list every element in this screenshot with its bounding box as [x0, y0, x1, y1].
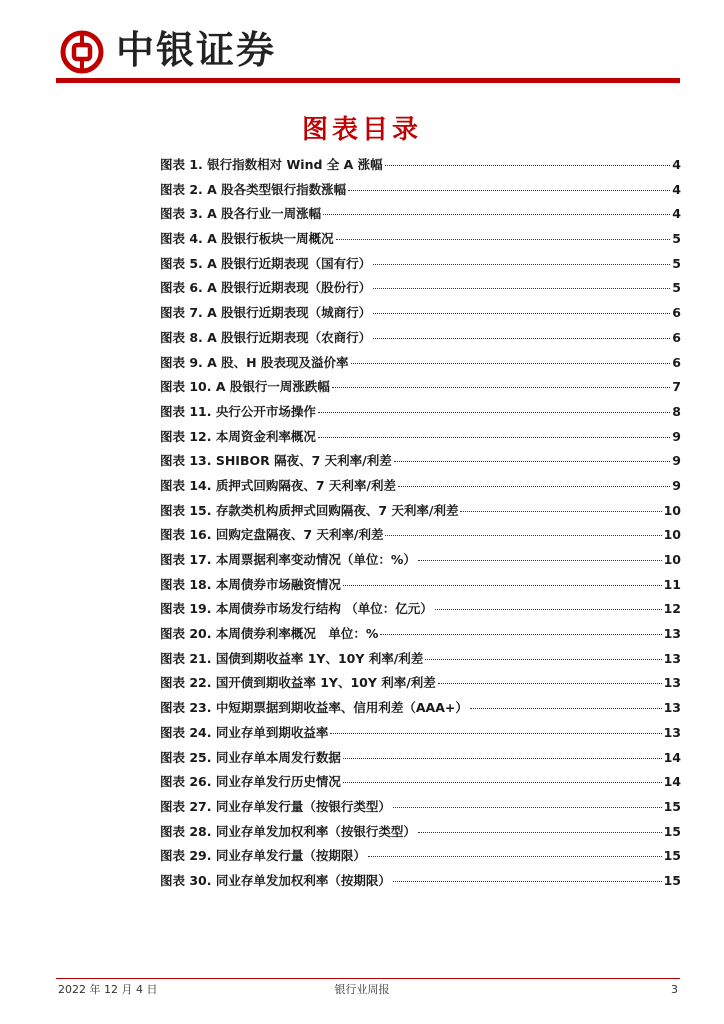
toc-entry-page[interactable]: 14: [663, 749, 681, 765]
toc-entry[interactable]: [160, 278, 681, 303]
toc-entry[interactable]: [160, 723, 681, 748]
toc-entry[interactable]: [160, 155, 681, 180]
toc-dot-leader: [332, 386, 670, 388]
toc-entry-label[interactable]: 图表 17. 本周票据利率变动情况（单位：%）: [160, 552, 416, 567]
toc-entry-label[interactable]: 图表 28. 同业存单发加权利率（按银行类型）: [160, 823, 416, 839]
toc-entry-page[interactable]: 13: [663, 700, 681, 716]
toc-dot-leader: [368, 855, 662, 857]
toc-dot-leader: [393, 880, 662, 882]
toc-entry-page[interactable]: 12: [663, 601, 681, 617]
toc-entry-page[interactable]: 7: [672, 379, 681, 395]
toc-entry[interactable]: [160, 303, 681, 328]
toc-dot-leader: [336, 238, 671, 240]
toc-entry-label[interactable]: 图表 19. 本周债券市场发行结构 （单位：亿元）: [160, 601, 433, 617]
toc-dot-leader: [343, 757, 662, 759]
toc-entry[interactable]: [160, 698, 681, 723]
toc-entry-page[interactable]: 9: [672, 453, 681, 469]
toc-entry[interactable]: [160, 525, 681, 550]
toc-entry[interactable]: [160, 328, 681, 353]
toc-entry-label[interactable]: 图表 27. 同业存单发行量（按银行类型）: [160, 798, 391, 814]
toc-entry-label[interactable]: 图表 20. 本周债券利率概况 单位：%: [160, 626, 379, 642]
toc-dot-leader: [351, 362, 671, 364]
toc-entry-label[interactable]: 图表 6. A 股银行近期表现（股份行）: [160, 280, 372, 296]
bank-of-china-logo-icon: [60, 30, 104, 74]
toc-entry-label[interactable]: 图表 22. 国开债到期收益率 1Y、10Y 利率/利差: [160, 675, 436, 691]
toc-entry[interactable]: [160, 871, 681, 896]
toc-entry[interactable]: [160, 748, 681, 773]
toc-entry-page[interactable]: 9: [672, 428, 681, 444]
toc-entry-label[interactable]: 图表 26. 同业存单发行历史情况: [160, 774, 341, 790]
toc-dot-leader: [385, 164, 671, 166]
toc-entry-page[interactable]: 6: [672, 354, 681, 370]
page-title: 图表目录: [301, 115, 422, 145]
toc-dot-leader: [373, 312, 670, 314]
toc-dot-leader: [393, 806, 662, 808]
toc-dot-leader: [398, 485, 670, 487]
toc-entry-page[interactable]: 13: [663, 724, 681, 740]
toc-entry-page[interactable]: 14: [663, 774, 681, 790]
toc-dot-leader: [373, 287, 670, 289]
toc-dot-leader: [373, 263, 670, 265]
toc-entry-label[interactable]: 图表 4. A 股银行板块一周概况: [160, 231, 334, 247]
toc-dot-leader: [460, 510, 661, 512]
toc-dot-leader: [323, 213, 670, 215]
toc-dot-leader: [330, 732, 661, 734]
brand-name: 中银证券: [116, 27, 277, 72]
toc-entry[interactable]: [160, 402, 681, 427]
toc-entry-page[interactable]: 5: [672, 231, 681, 247]
toc-entry-label[interactable]: 图表 10. A 股银行一周涨跌幅: [160, 379, 330, 395]
toc-entry-page[interactable]: 6: [672, 329, 681, 345]
toc-entry[interactable]: [160, 353, 681, 378]
toc-dot-leader: [343, 781, 662, 783]
toc-dot-leader: [470, 707, 662, 709]
header-divider: [56, 78, 680, 83]
footer-date: 2022 年 12 月 4 日: [58, 983, 158, 996]
footer-divider: [56, 978, 680, 979]
toc-entry[interactable]: [160, 673, 681, 698]
toc-dot-leader: [343, 584, 662, 586]
toc-entry[interactable]: [160, 427, 681, 452]
toc-entry[interactable]: [160, 229, 681, 254]
toc-entry-label[interactable]: 图表 29. 同业存单发行量（按期限）: [160, 848, 366, 864]
toc-dot-leader: [438, 682, 662, 684]
toc-entry-label[interactable]: 图表 7. A 股银行近期表现（城商行）: [160, 305, 372, 321]
toc-entry-label[interactable]: 图表 23. 中短期票据到期收益率、信用利差（AAA+）: [160, 700, 468, 716]
toc-entry[interactable]: [160, 797, 681, 822]
toc-entry[interactable]: [160, 451, 681, 476]
toc-entry[interactable]: [160, 550, 681, 575]
toc-entry-page[interactable]: 4: [672, 181, 681, 197]
toc-dot-leader: [435, 608, 662, 610]
footer-report-title: 银行业周报: [334, 983, 390, 996]
toc-entry-page[interactable]: 8: [672, 403, 681, 419]
toc-entry-label[interactable]: 图表 5. A 股银行近期表现（国有行）: [160, 255, 372, 271]
toc-dot-leader: [318, 436, 670, 438]
toc-dot-leader: [425, 658, 661, 660]
toc-entry-label[interactable]: 图表 21. 国债到期收益率 1Y、10Y 利率/利差: [160, 650, 424, 666]
toc-entry[interactable]: [160, 377, 681, 402]
toc-entry-label[interactable]: 图表 24. 同业存单到期收益率: [160, 724, 329, 740]
page-header: [0, 0, 724, 90]
toc-entry-page[interactable]: 4: [672, 206, 681, 222]
toc-dot-leader: [385, 534, 661, 536]
toc-entry-page[interactable]: 5: [672, 255, 681, 271]
toc-entry-page[interactable]: 15: [663, 823, 681, 839]
toc-entry[interactable]: [160, 822, 681, 847]
toc-entry[interactable]: [160, 772, 681, 797]
toc-dot-leader: [394, 460, 671, 462]
toc-entry-label[interactable]: 图表 9. A 股、H 股表现及溢价率: [160, 354, 349, 370]
toc-entry[interactable]: [160, 575, 681, 600]
toc-entry-page[interactable]: 13: [663, 650, 681, 666]
toc-entry[interactable]: [160, 476, 681, 501]
toc-entry-label[interactable]: 图表 30. 同业存单发加权利率（按期限）: [160, 872, 391, 888]
toc-dot-leader: [380, 633, 661, 635]
toc-dot-leader: [418, 559, 662, 561]
toc-entry-page[interactable]: 10: [663, 502, 681, 518]
footer-page-number: 3: [671, 983, 678, 996]
toc-entry-label[interactable]: 图表 14. 质押式回购隔夜、7 天利率/利差: [160, 477, 396, 493]
toc-entry-label[interactable]: 图表 3. A 股各行业一周涨幅: [160, 206, 322, 222]
toc-entry-label[interactable]: 图表 2. A 股各类型银行指数涨幅: [160, 181, 347, 197]
toc-entry[interactable]: [160, 204, 681, 229]
toc-entry-page[interactable]: 15: [663, 798, 681, 814]
toc-list: [160, 155, 681, 896]
toc-entry-page[interactable]: 10: [663, 552, 681, 567]
toc-entry-page[interactable]: 15: [663, 848, 681, 864]
toc-dot-leader: [348, 189, 670, 191]
toc-entry-page[interactable]: 9: [672, 477, 681, 493]
toc-entry-label[interactable]: 图表 25. 同业存单本周发行数据: [160, 749, 341, 765]
toc-entry-label[interactable]: 图表 1. 银行指数相对 Wind 全 A 涨幅: [160, 157, 383, 172]
toc-entry[interactable]: [160, 649, 681, 674]
toc-entry[interactable]: [160, 254, 681, 279]
toc-entry-page[interactable]: 13: [663, 675, 681, 691]
toc-entry-page[interactable]: 5: [672, 280, 681, 296]
toc-entry[interactable]: [160, 599, 681, 624]
toc-entry-page[interactable]: 10: [663, 527, 681, 543]
toc-entry-label[interactable]: 图表 16. 回购定盘隔夜、7 天利率/利差: [160, 527, 384, 543]
toc-entry-page[interactable]: 11: [663, 576, 681, 592]
toc-entry[interactable]: [160, 501, 681, 526]
toc-entry-label[interactable]: 图表 12. 本周资金利率概况: [160, 428, 316, 444]
toc-entry-label[interactable]: 图表 18. 本周债券市场融资情况: [160, 576, 341, 592]
toc-entry[interactable]: [160, 846, 681, 871]
toc-entry-page[interactable]: 4: [672, 157, 681, 172]
toc-entry-page[interactable]: 13: [663, 626, 681, 642]
toc-entry-label[interactable]: 图表 11. 央行公开市场操作: [160, 403, 316, 419]
toc-entry[interactable]: [160, 624, 681, 649]
toc-dot-leader: [418, 831, 662, 833]
toc-entry-label[interactable]: 图表 8. A 股银行近期表现（农商行）: [160, 329, 372, 345]
toc-entry-page[interactable]: 6: [672, 305, 681, 321]
toc-entry[interactable]: [160, 180, 681, 205]
toc-dot-leader: [318, 411, 670, 413]
toc-entry-label[interactable]: 图表 15. 存款类机构质押式回购隔夜、7 天利率/利差: [160, 502, 459, 518]
toc-entry-label[interactable]: 图表 13. SHIBOR 隔夜、7 天利率/利差: [160, 453, 392, 469]
toc-entry-page[interactable]: 15: [663, 872, 681, 888]
toc-dot-leader: [373, 337, 670, 339]
